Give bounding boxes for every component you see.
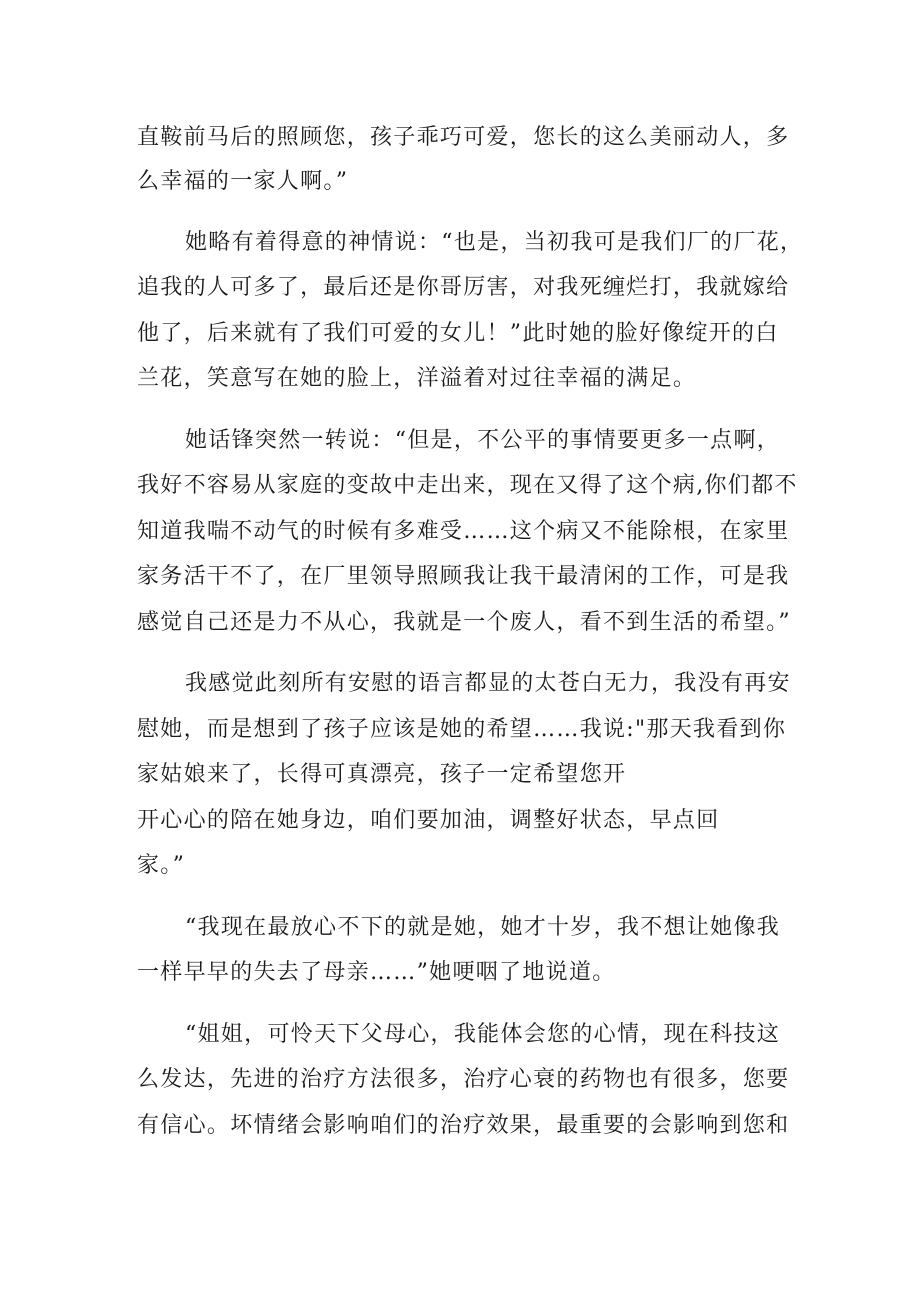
text-line: 一样早早的失去了母亲……”她哽咽了地说道。: [137, 960, 616, 985]
text-line: 知道我喘不动气的时候有多难受……这个病又不能除根，在家里: [137, 519, 790, 544]
text-line: 开心心的陪在她身边，咱们要加油，调整好状态，早点回: [137, 808, 720, 833]
text-line: 他了，后来就有了我们可爱的女儿！”此时她的脸好像绽开的白: [137, 321, 779, 346]
text-line: 她话锋突然一转说：“但是，不公平的事情要更多一点啊，: [185, 428, 781, 453]
text-line: 我好不容易从家庭的变故中走出来，现在又得了这个病,你们都不: [137, 473, 798, 498]
text-line: 我感觉此刻所有安慰的语言都显的太苍白无力，我没有再安: [185, 671, 791, 696]
text-line: 家务活干不了，在厂里领导照顾我让我干最清闲的工作，可是我: [137, 564, 790, 589]
text-line: “我现在最放心不下的就是她，她才十岁，我不想让她像我: [185, 915, 781, 940]
text-line: 追我的人可多了，最后还是你哥厉害，对我死缠烂打，我就嫁给: [137, 275, 790, 300]
text-line: 么发达，先进的治疗方法很多，治疗心衰的药物也有很多，您要: [137, 1067, 790, 1092]
text-line: 家姑娘来了，长得可真漂亮，孩子一定希望您开: [137, 762, 627, 787]
text-line: 感觉自己还是力不从心，我就是一个废人，看不到生活的希望。”: [137, 610, 791, 635]
text-line: 她略有着得意的神情说：“也是，当初我可是我们厂的厂花，: [185, 230, 804, 255]
text-line: “姐姐，可怜天下父母心，我能体会您的心情，现在科技这: [185, 1022, 781, 1047]
text-line: 慰她，而是想到了孩子应该是她的希望……我说:"那天我看到你: [137, 717, 787, 742]
text-line: 有信心。坏情绪会影响咱们的治疗效果，最重要的会影响到您和: [137, 1113, 790, 1138]
text-line: 家。”: [137, 853, 186, 878]
text-line: 么幸福的一家人啊。”: [137, 169, 349, 194]
text-line: 直鞍前马后的照顾您，孩子乖巧可爱，您长的这么美丽动人，多: [137, 125, 790, 150]
text-line: 兰花，笑意写在她的脸上，洋溢着对过往幸福的满足。: [137, 366, 697, 391]
